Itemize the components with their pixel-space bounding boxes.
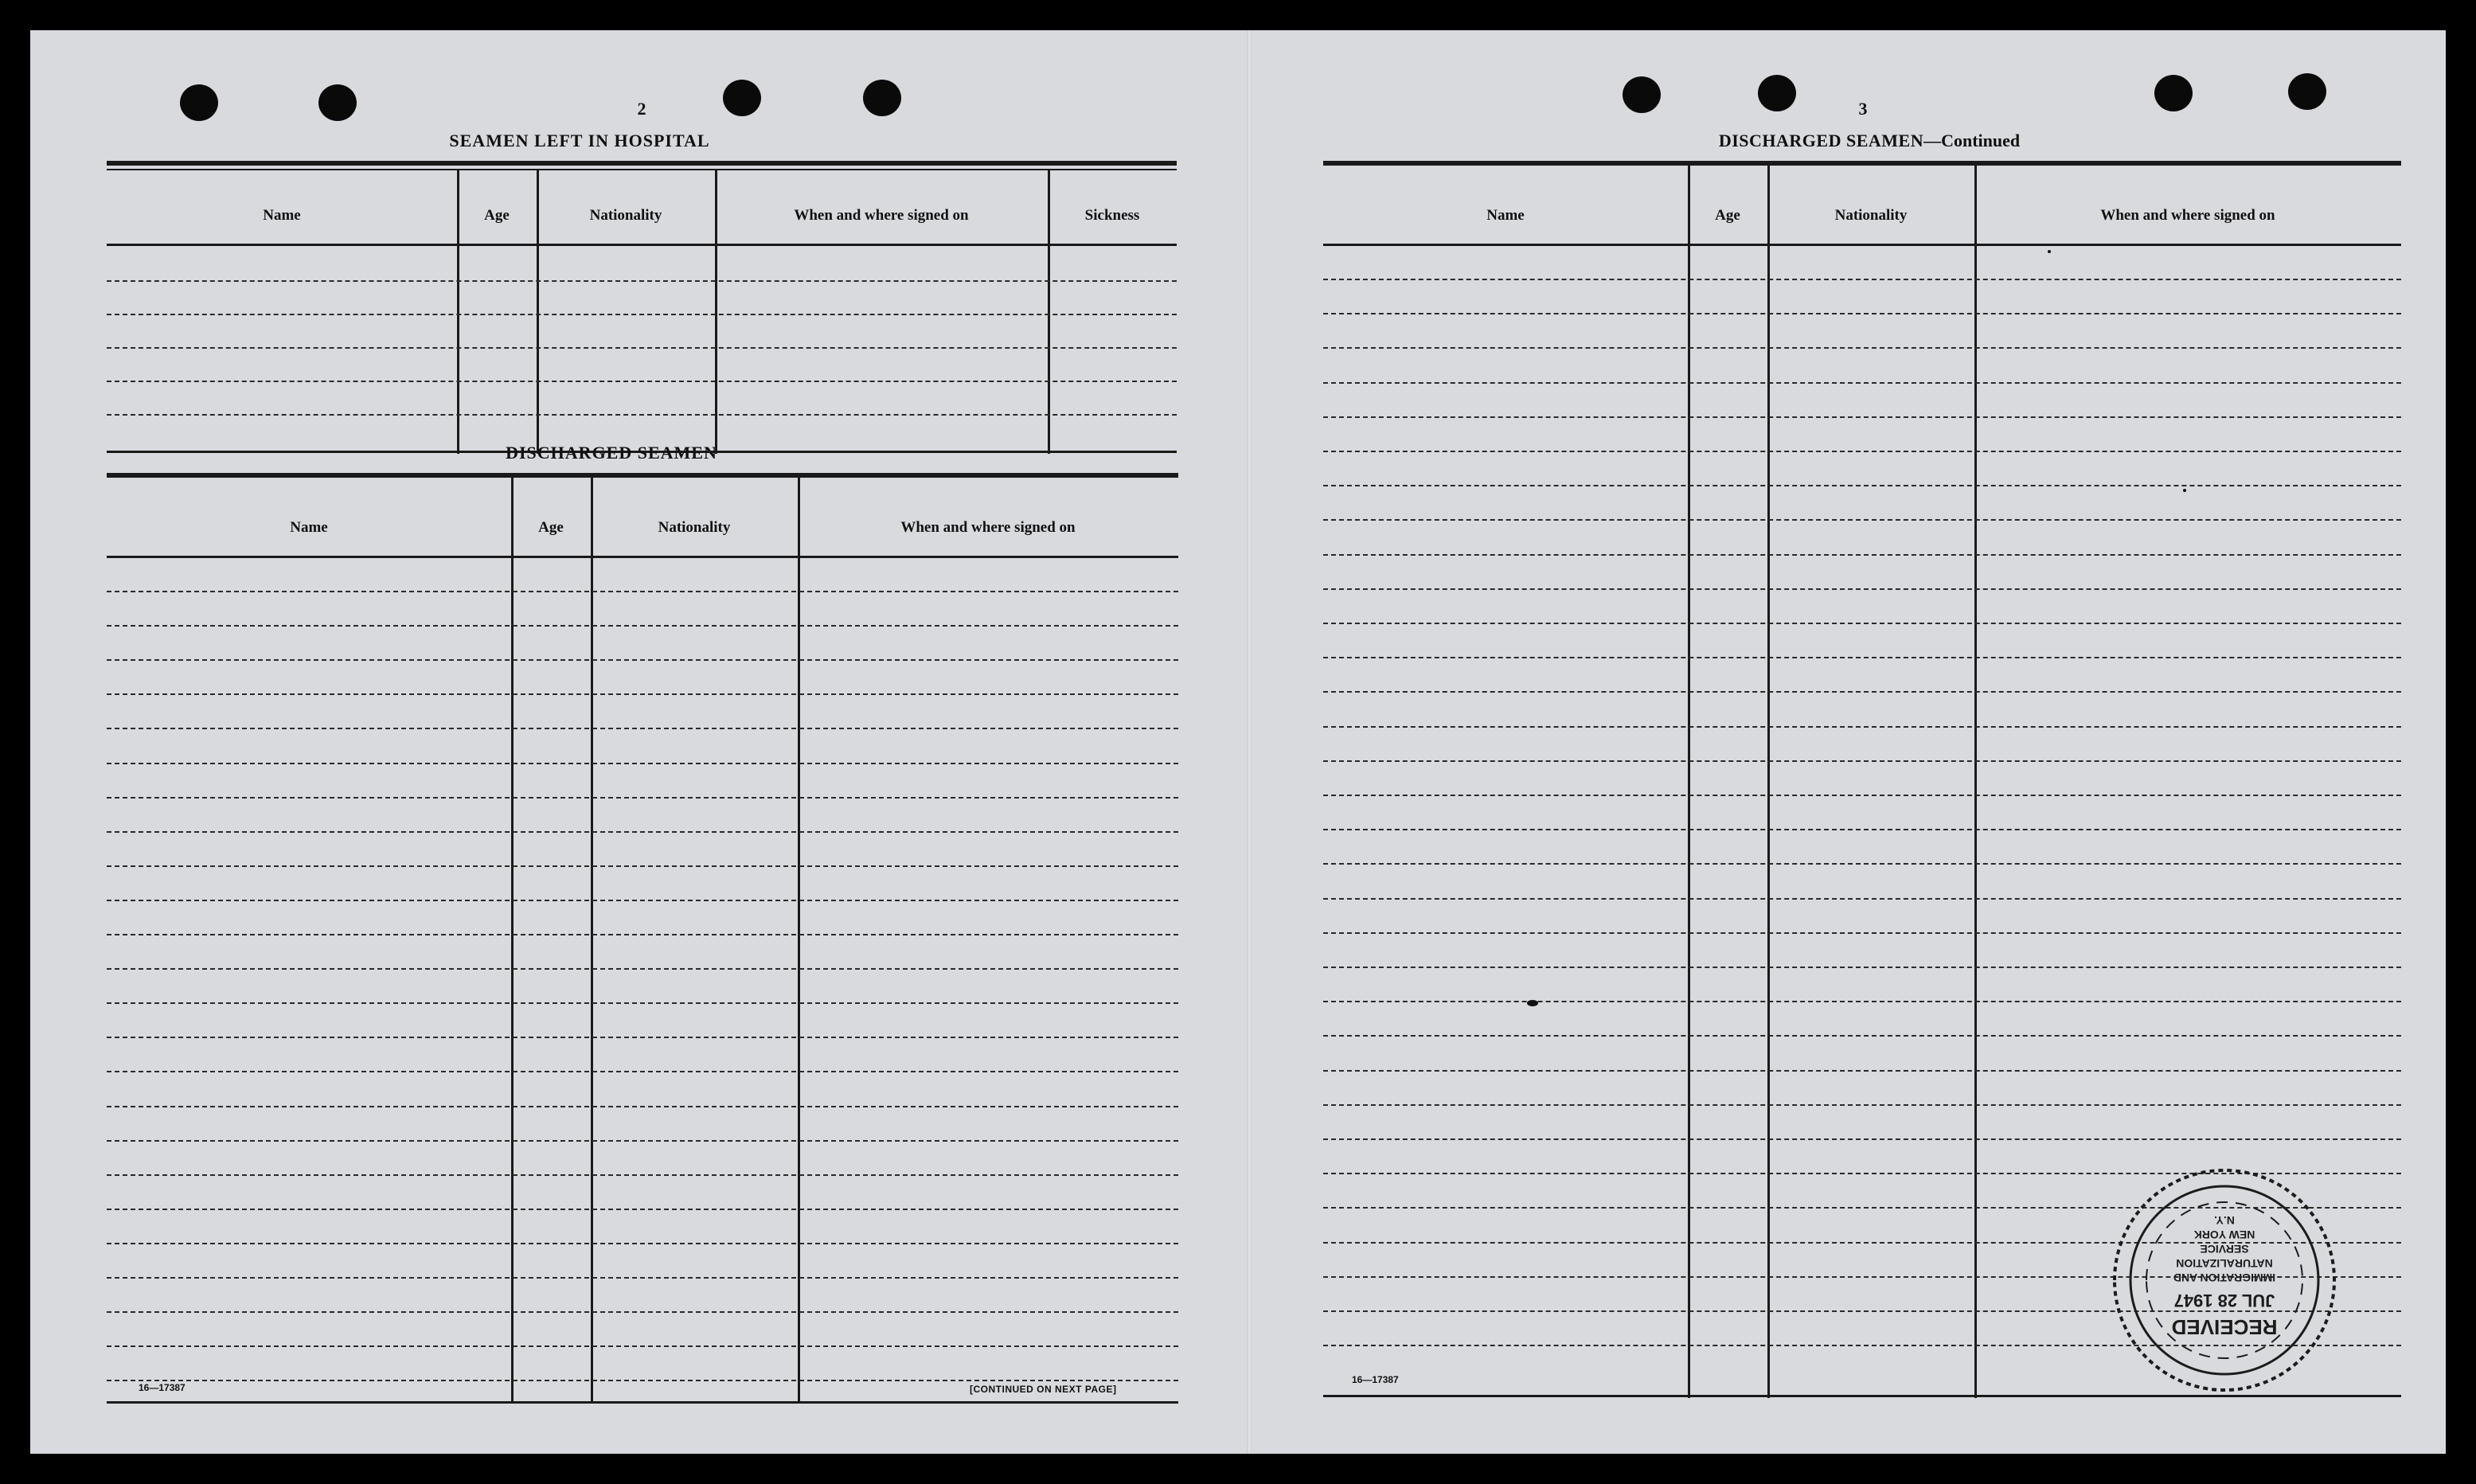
column-divider	[798, 478, 800, 1401]
table-row	[1323, 588, 2401, 590]
table-row	[107, 659, 1178, 661]
table-row	[107, 1071, 1178, 1072]
punch-hole	[723, 80, 761, 116]
table-row	[107, 625, 1178, 627]
page-number-left: 2	[637, 99, 646, 119]
table-top-rule	[107, 473, 1178, 478]
hospital-col-signed-on: When and where signed on	[794, 207, 969, 224]
stamp-line-city: NEW YORK	[2193, 1228, 2255, 1241]
table-bottom-rule	[107, 1401, 1178, 1404]
form-number-left: 16—17387	[139, 1382, 186, 1393]
table-top-rule	[1323, 161, 2401, 166]
column-divider	[511, 478, 514, 1401]
table-row	[1323, 1001, 2401, 1002]
header-rule	[107, 556, 1178, 558]
table-row	[107, 1277, 1178, 1279]
table-row	[1323, 932, 2401, 934]
table-row	[107, 831, 1178, 833]
page-fold	[1247, 30, 1252, 1454]
punch-hole	[1623, 76, 1661, 113]
table-row	[107, 865, 1178, 867]
column-divider	[1767, 166, 1770, 1398]
table-row	[1323, 623, 2401, 624]
table-row	[1323, 1138, 2401, 1140]
stamp-date: JUL 28 1947	[2173, 1291, 2275, 1310]
table-row	[107, 1106, 1178, 1107]
table-row	[1323, 1070, 2401, 1072]
punch-hole	[2154, 75, 2193, 111]
punch-hole	[180, 84, 218, 121]
stamp-graphic	[2105, 1161, 2344, 1400]
hospital-section-title: SEAMEN LEFT IN HOSPITAL	[449, 131, 710, 150]
discharged-col-age: Age	[538, 519, 564, 536]
table-row	[107, 1037, 1178, 1038]
discharged-continued-title-main: DISCHARGED SEAMEN	[1718, 131, 1924, 150]
punch-hole	[318, 84, 357, 121]
discharged-continued-title-suffix: —Continued	[1923, 131, 2021, 150]
table-row	[107, 1311, 1178, 1313]
discharged-continued-title	[1654, 131, 2084, 151]
table-row	[107, 797, 1178, 799]
stamp-received: RECEIVED	[2171, 1315, 2278, 1339]
continued-note: [CONTINUED ON NEXT PAGE]	[970, 1384, 1117, 1395]
discharged-cont-col-signed-on: When and where signed on	[2100, 207, 2275, 224]
document-sheet	[30, 30, 2446, 1454]
table-row	[107, 314, 1177, 315]
table-row	[107, 1380, 1178, 1381]
column-divider	[1688, 166, 1690, 1398]
table-row	[1323, 795, 2401, 796]
header-rule	[107, 244, 1177, 246]
table-row	[107, 900, 1178, 901]
hospital-col-sickness: Sickness	[1084, 207, 1140, 224]
table-row	[107, 1002, 1178, 1004]
table-row	[1323, 657, 2401, 658]
table-row	[107, 1345, 1178, 1347]
table-row	[1323, 313, 2401, 314]
stamp-line-service: SERVICE	[2200, 1243, 2249, 1256]
punch-hole	[863, 80, 901, 116]
discharged-cont-col-name: Name	[1486, 207, 1525, 224]
table-row	[107, 968, 1178, 970]
table-row	[1323, 519, 2401, 521]
table-row	[1323, 898, 2401, 900]
table-row	[1323, 1035, 2401, 1037]
table-row	[1323, 863, 2401, 865]
hospital-table	[107, 161, 1177, 455]
ink-speck	[2183, 489, 2186, 492]
stamp-line-immigration: IMMIGRATION AND	[2173, 1271, 2276, 1284]
hospital-col-name: Name	[263, 207, 301, 224]
discharged-col-signed-on: When and where signed on	[900, 519, 1076, 536]
stamp-line-state: N.Y.	[2214, 1214, 2235, 1227]
table-row	[107, 1209, 1178, 1210]
ink-speck	[2048, 250, 2051, 253]
table-row	[107, 1174, 1178, 1176]
table-row	[1323, 1104, 2401, 1106]
discharged-cont-col-nationality: Nationality	[1834, 207, 1908, 224]
table-row	[107, 693, 1178, 695]
table-row	[107, 381, 1177, 382]
table-row	[107, 763, 1178, 764]
table-row	[1323, 347, 2401, 349]
discharged-col-nationality: Nationality	[658, 519, 731, 536]
table-top-rule	[107, 161, 1177, 166]
table-row	[1323, 451, 2401, 452]
table-row	[1323, 967, 2401, 968]
table-row	[1323, 829, 2401, 830]
ink-speck	[1527, 1000, 1538, 1006]
discharged-col-name: Name	[290, 519, 328, 536]
table-row	[1323, 382, 2401, 384]
table-row	[1323, 554, 2401, 556]
table-row	[107, 591, 1178, 592]
column-divider	[591, 478, 593, 1401]
table-row	[1323, 691, 2401, 693]
page-number-right: 3	[1858, 99, 1868, 119]
discharged-section-title: DISCHARGED SEAMEN	[506, 443, 717, 463]
punch-hole	[2288, 73, 2326, 110]
punch-hole	[1758, 75, 1796, 111]
hospital-col-nationality: Nationality	[589, 207, 662, 224]
header-rule	[1323, 244, 2401, 246]
table-row	[1323, 726, 2401, 728]
table-row	[107, 414, 1177, 416]
table-row	[107, 728, 1178, 729]
column-divider	[1974, 166, 1977, 1398]
table-row	[1323, 416, 2401, 418]
hospital-col-age: Age	[484, 207, 510, 224]
form-number-right: 16—17387	[1352, 1374, 1399, 1385]
received-stamp	[2105, 1161, 2344, 1400]
table-top-rule	[107, 169, 1177, 170]
table-row	[107, 280, 1177, 282]
stamp-line-naturalization: NATURALIZATION	[2176, 1257, 2273, 1270]
table-row	[1323, 760, 2401, 762]
table-row	[107, 1243, 1178, 1244]
table-row	[107, 934, 1178, 935]
table-row	[1323, 485, 2401, 486]
discharged-table-left	[107, 473, 1178, 1409]
table-row	[107, 1140, 1178, 1142]
table-row	[107, 347, 1177, 349]
table-row	[1323, 279, 2401, 280]
discharged-cont-col-age: Age	[1715, 207, 1740, 224]
